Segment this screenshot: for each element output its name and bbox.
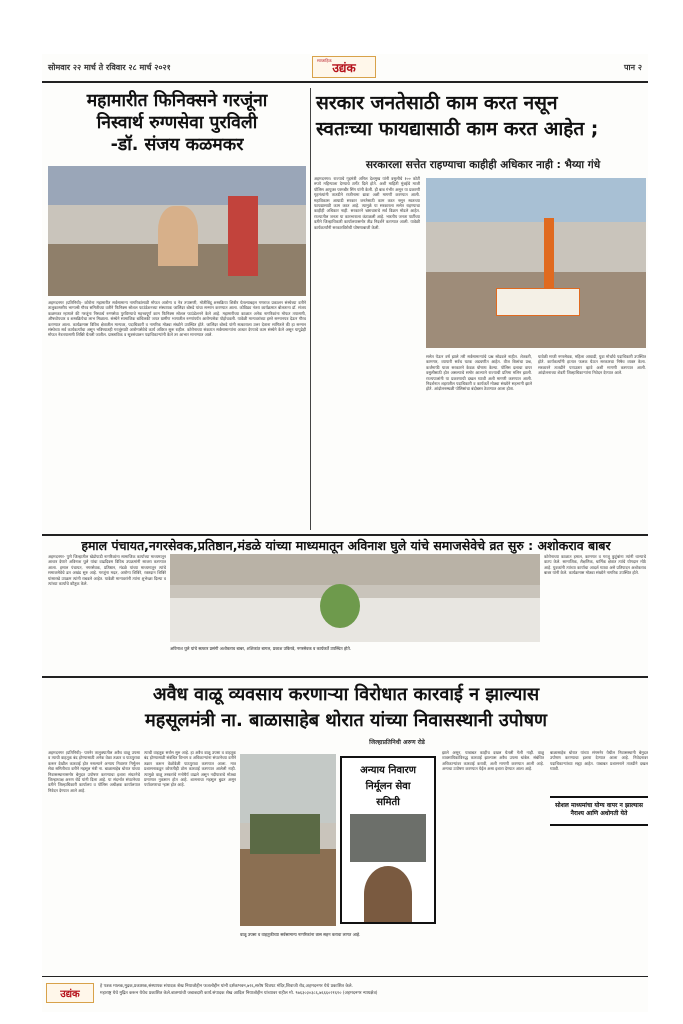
section-rule [42, 676, 648, 678]
story3-headline: हमाल पंचायत,नगरसेवक,प्रतिष्ठान,मंडळे यांच्या माध्यमातून अविनाश घुले यांचे समाजसेवेचे व्रत सुरु : अशोकराव बाबर [81, 538, 611, 553]
story3-body-left: अहमदनगर- पुणे जिल्हातील खेडोपाडी नागरिकांना सामाजिक कार्याच्या माध्यमातून आधार देणारे अविनाश घुले यांचा वाढदिवस विविध उपक्रमांनी साजरा करण्यात आला. हमाल पंचायत, नगरसेवक, प्रतिष्ठान, मंडळे यांच्या माध्यमातून त्यांचे समाजसेवेचे व्रत अखंड सुरु आहे. गरजूंना मदत, आरोग्य शिबिरे, रक्तदान शिबिरे यांसारखे उपक्रम त्यांनी राबवले आहेत. यावेळी मान्यवरांनी त्यांना शुभेच्छा दिल्या व त्यांच्या कार्याचे कौतुक केले. [48, 554, 166, 587]
inset-photo [350, 814, 426, 862]
masthead-rule [42, 81, 648, 83]
story1-headline: महामारीत फिनिक्सने गरजूंना निस्वार्थ रुग्णसेवा पुरविली -डॉ. संजय कळमकर [86, 91, 268, 155]
story3-body-right: कोरोनाच्या काळात हमाल, कामगार व गरजू कुटुंबांना त्यांनी धान्याचे वाटप केले. सामाजिक, शैक्षणिक, धार्मिक क्षेत्रात त्यांचे योगदान मोठे आहे. युवकांनी त्यांच्या कार्याचा आदर्श घ्यावा असे प्रतिपादन अशोकराव बाबर यांनी केले. कार्यक्रमास मोठ्या संख्येने नागरिक उपस्थित होते. [544, 554, 646, 576]
story4-body-col2: त्याची वाहतूक सर्रास सुरु आहे. हा अवैध वाळू उपसा व वाहतूक बंद होण्यासाठी संबंधित विभाग व अधिकाऱ्यांना संघटनेच्या वतीने तक्रार करून वेळोवेळी पाठपुरावा करण्यात आला. मात्र प्रशासनाकडून कोणतीही ठोस कारवाई करण्यात आलेली नाही. त्यामुळे वाळू तस्करांचे मनोधैर्य वाढले असून नदीपात्राचे मोठ्या प्रमाणात नुकसान होत आहे. शासनाचा महसूल बुडत असून पर्यावरणाचा ऱ्हास होत आहे. [144, 750, 236, 788]
story3-caption: अविनाश घुले यांचे सत्कार प्रसंगी अशोकराव बाबर, शशिकांत बागल, प्रकाश उकिरडे, नगरसेवक व कार्यकर्ते उपस्थित होते. [170, 646, 352, 651]
story4-caption: वाळू उपसा व वाहतुकीच्या सर्वसामान्य नागरिकांना त्रास सहन करावा लागत आहे. [240, 932, 361, 937]
column-divider [310, 88, 311, 530]
story2-headline: सरकार जनतेसाठी काम करत नसून स्वतःच्या फायद्यासाठी काम करत आहेत ; [316, 92, 599, 140]
story4-body-col4: बाळासाहेब थोरात यांच्या संगमनेर येथील निवासस्थानी बेमुदत उपोषण करण्याचा इशारा देण्यात आला आहे. निवेदनावर पदाधिकाऱ्यांच्या सह्या आहेत. याबाबत प्रशासनाने तातडीने दखल घ्यावी. [550, 750, 648, 772]
story1-photo [48, 166, 306, 296]
story4-headline: अवैध वाळू व्यवसाय करणाऱ्या विरोधात कारवाई न झाल्यास महसूलमंत्री ना. बाळासाहेब थोरात यांच्या निवासस्थानी उपोषण [145, 684, 547, 731]
story2-body-col3: यावेळी माजी नगरसेवक, महिला आघाडी, युवा मोर्चाचे पदाधिकारी उपस्थित होते. कार्यकर्त्यांनी हातात फलक घेऊन सरकारचा निषेध व्यक्त केला. सरकारने तातडीने पायउतार व्हावे अशी मागणी करण्यात आली. आंदोलनाच्या शेवटी जिल्हाधिकाऱ्यांना निवेदन देण्यात आले. [538, 354, 646, 376]
issue-date: सोमवार २२ मार्च ते रविवार २८ मार्च २०२१ [48, 62, 171, 72]
newspaper-page [42, 54, 648, 1012]
imprint-text: हे पत्रक मालक,मुद्रक,प्रकाशक,संस्थापक संपादक शेख नियाजोद्दीन फजलोद्दीन यांनी दर्शकभवन,७२६,सरोष चित्रपट मंदिर,शिवाजी रोड,अहमदनगर येथे प्रकाशित केले. महाराष्ट्र येथे मुद्रित करून येथेच प्रकाशित केले.बातम्यांची जबाबदारी कार्य.संपादक शेख आदिल नियाजोद्दीन यांच्यावर राहील मो. ९७६३०३०३८६,७६६६०२१६१० (अहमदनगर न्यायक्षेत्र) [100, 984, 378, 996]
story2-photo [426, 178, 646, 348]
story4-photo-truck [240, 754, 336, 926]
story4-pull-quote: सोशल माध्यमांचा योग्य वापर न झाल्यास नैराश्य आणि अधोगती येते [550, 796, 648, 826]
page-number: पान २ [623, 62, 642, 72]
story4-body-col3: झाले असून, याबाबत काहीच दखल घेतली गेली नाही. वाळू व्यवसायिकांविरुद्ध कारवाई झाल्यास अवैध उपसा थांबेल. संबंधित अधिकाऱ्यांवर कारवाई करावी, अशी मागणी करण्यात आली आहे. अन्यथा उपोषण करण्यात येईल असा इशारा देण्यात आला आहे. [442, 750, 544, 772]
story2-subheadline: सरकारला सत्तेत राहण्याचा काहीही अधिकार नाही : भैय्या गंधे [365, 159, 601, 171]
story2-body-col2: सत्तेत येऊन वर्ष झाले तरी सर्वसामान्यांचे प्रश्न सोडवले नाहीत. शेतकरी, कामगार, व्यापारी सर्वच घटक अडचणीत आहेत. वीज बिलांचा प्रश्न, कर्जमाफी यावर सरकारने केवळ घोषणा केल्या. पोलिस दलाचा वापर वसुलीसाठी होत असल्याचे समोर आल्याने राज्याची प्रतिमा मलिन झाली. राज्यपालांनी या प्रकरणाची दखल घ्यावी अशी मागणी करण्यात आली. निदर्शनात शहरातील पदाधिकारी व कार्यकर्ते मोठ्या संख्येने सहभागी झाले होते. आंदोलनस्थळी पोलिसांचा बंदोबस्त ठेवण्यात आला होता. [426, 354, 532, 392]
inset-portrait [364, 866, 412, 922]
story1-body: अहमदनगर (प्रतिनिधी)- कोरोना महामारीत सर्वसामान्य नागरिकांसाठी मोफत आरोग्य व नेत्र तपासणी, मोतीबिंदू शस्त्रक्रिया शिबीर घेतल्याबद्दल गणराज प्रकाशन संस्थेच्या वतीने तालुकास्तरीय भाग्यश्री गौरव समितीच्या वतीने फिनिक्स सोशल फाउंडेशनच्या संस्थापक जालिंदर बोरुडे यांचा सन्मान करण्यात आला. कोविड्य नंतरा कार्यक्रमात बोलताना डॉ. संजय कळमकर म्हणाले की गरजूंना निस्वार्थ रुग्णसेवा पुरविण्याचे महत्त्वपूर्ण काम फिनिक्स सोशल फाउंडेशनने केले आहे. महामारीच्या काळात अनेक नागरिकांना मोफत तपासणी, औषधोपचार व शस्त्रक्रियेचा लाभ मिळाला. संस्थेने सामाजिक बांधिलकी जपत ग्रामीण भागातील रुग्णांपर्यंत आरोग्यसेवा पोहोचवली. यावेळी मान्यवरांच्या हस्ते सन्मानपत्र देऊन गौरव करण्यात आला. कार्यक्रमास विविध क्षेत्रातील मान्यवर, पदाधिकारी व नागरिक मोठ्या संख्येने उपस्थित होते. जालिंदर बोरुडे यांनी सत्काराला उत्तर देताना सांगितले की हा सन्मान संस्थेच्या सर्व कार्यकर्त्यांचा असून भविष्यातही गरजूंसाठी आरोग्यसेवेचे कार्य अविरत सुरू राहील. कोरोनाच्या संकटात सर्वसामान्यांना आधार देण्याचे काम संस्थेने केले असून यापुढेही मोफत नेत्रतपासणी शिबिरे घेतली जातील. प्रास्ताविक व सूत्रसंचालन पदाधिकाऱ्यांनी केले तर आभार मानण्यात आले. [48, 300, 306, 338]
newspaper-logo: साप्ताहिक उद्यंक [312, 56, 376, 78]
story4-body-col1: अहमदनगर (प्रतिनिधी)- पारनेर तालुक्यातील अवैध वाळू उपसा व त्याची वाहतूक बंद होण्यासाठी अनेक वेळा तक्रार व पाठपुरावा करून देखील कारवाई होत नसल्याने अन्याय निवारण निर्मूलन सेवा समितीच्या वतीने महसूल मंत्री ना. बाळासाहेब थोरात यांच्या निवासस्थानासमोर बेमुदत उपोषण करण्याचा इशारा संघटनेचे जिल्हाध्यक्ष अरुण रोडे यांनी दिला आहे. या संदर्भात संघटनेच्या वतीने जिल्हाधिकारी कार्यालय व पोलिस अधीक्षक कार्यालयात निवेदन देण्यात आले आहे. [48, 750, 140, 793]
story3-photo [170, 554, 540, 642]
story4-inset-box: अन्याय निवारण निर्मूलन सेवा समिती [340, 756, 436, 924]
footer-logo: उद्यंक [46, 983, 94, 1003]
section-rule [42, 534, 648, 536]
imprint-footer [42, 976, 648, 1012]
story2-body-col1: अहमदनगर। राज्याचे गृहमंत्री अनिल देशमुख यांनी वसुलीचे १०० कोटी रुपये महिन्याला देण्याचे टार्गेट दिले होते. अशी माहिती मुंबईचे माजी पोलिस आयुक्त परमबीर सिंग यांनी केली. ही बाब गंभीर असून या प्रकरणी गृहमंत्र्यांनी तातडीने राजीनामा द्यावा अशी मागणी करण्यात आली. महाविकास आघाडी सरकार जनतेसाठी काम करत नसून स्वतःच्या फायद्यासाठी काम करत आहे. त्यामुळे या सरकारला सत्तेत राहण्याचा काहीही अधिकार नाही. सरकारने भ्रष्टाचाराचे सर्व विक्रम मोडले आहेत. राज्यातील जनता या कारभाराला कंटाळली आहे. भारतीय जनता पार्टीच्या वतीने जिल्हाधिकारी कार्यालयासमोर तीव्र निदर्शने करण्यात आली. यावेळी कार्यकर्त्यांनी सरकारविरोधी घोषणाबाजी केली. [314, 176, 420, 230]
story4-byline: जिल्हाप्रतिनिधी अरुण रोडे [369, 739, 425, 746]
